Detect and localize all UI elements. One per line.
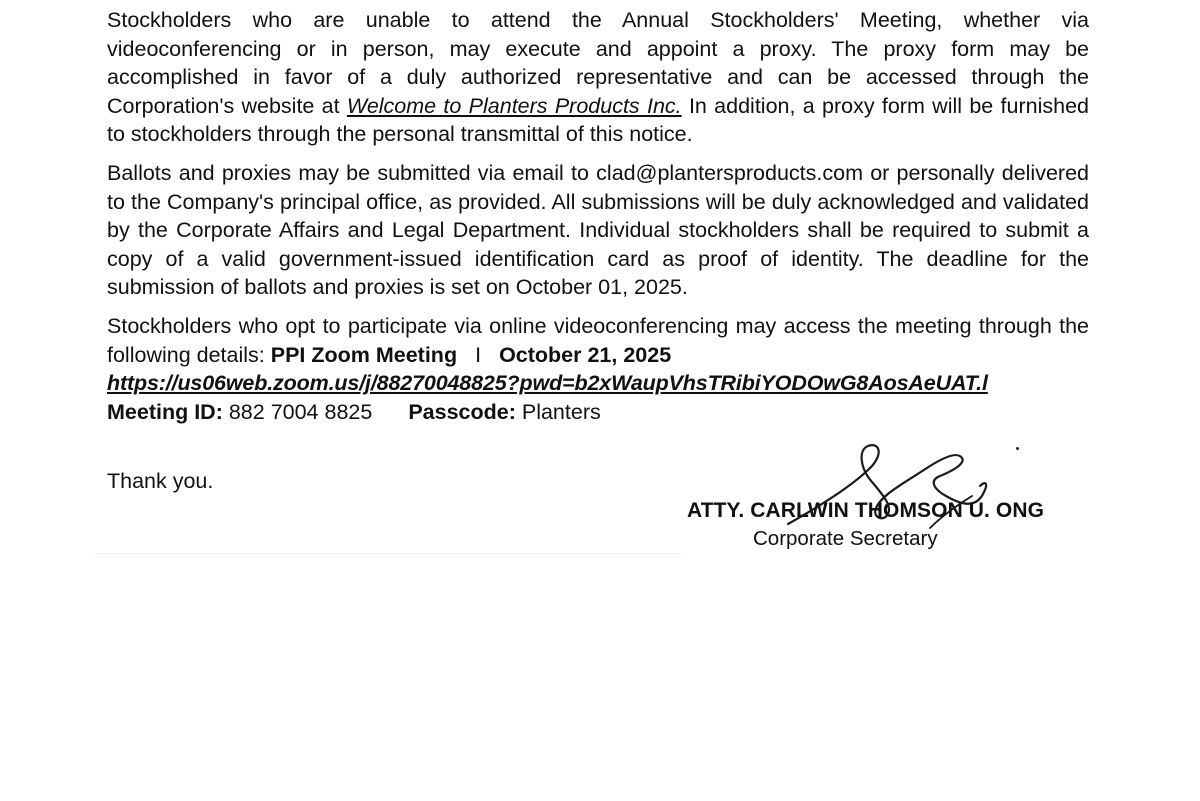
faint-rule	[95, 553, 685, 554]
meeting-id-value: 882 7004 8825	[228, 399, 373, 424]
meeting-separator: I	[475, 342, 482, 367]
meeting-title: PPI Zoom Meeting	[270, 342, 458, 367]
zoom-meeting-link[interactable]: https://us06web.zoom.us/j/88270048825?pwd=b2xWaupVhsTRibiYODOwG8AosAeUAT.l	[107, 371, 988, 396]
planters-website-link[interactable]: Welcome to Planters Products Inc.	[346, 93, 682, 118]
ballots-paragraph: Ballots and proxies may be submitted via email to clad@plantersproducts.com or personally delivered to the Company's principal office, as provided. All submissions will be duly acknowledged and validated by the Corporate Affairs and Legal Department. Individual stockholders shall be required to submit a copy of a valid government-issued identification card as proof of identity. The deadline for the submission of ballots and proxies is set on October 01, 2025.	[107, 160, 1089, 300]
meeting-id-label: Meeting ID:	[107, 399, 223, 424]
passcode-value: Planters	[521, 399, 601, 424]
signatory-name: ATTY. CARLWIN THOMSON U. ONG	[687, 499, 1045, 522]
meeting-date: October 21, 2025	[499, 342, 672, 367]
passcode-label: Passcode:	[408, 399, 516, 424]
videoconference-intro: Stockholders who opt to participate via online videoconferencing may access the meeting through the following details:	[107, 313, 1089, 367]
signatory-title: Corporate Secretary	[753, 527, 938, 550]
closing-text: Thank you.	[107, 469, 214, 493]
handwritten-signature	[780, 436, 1010, 536]
meeting-credentials	[107, 398, 1089, 427]
proxy-paragraph	[107, 6, 1089, 149]
notice-body	[107, 6, 1089, 426]
stray-dot	[1016, 447, 1019, 450]
videoconference-paragraph	[107, 312, 1089, 398]
proxy-text-start: Stockholders who are unable to attend the Annual Stockholders' Meeting, whether via videoconferencing or in person, may execute and appoint a proxy. The proxy form may be accomplished in favor of a duly authorized representative and can be accessed through the Corporation's website at	[107, 8, 1089, 118]
proxy-text-end: In addition, a proxy form will be furnished to stockholders through the personal transmittal of this notice.	[107, 93, 1089, 147]
